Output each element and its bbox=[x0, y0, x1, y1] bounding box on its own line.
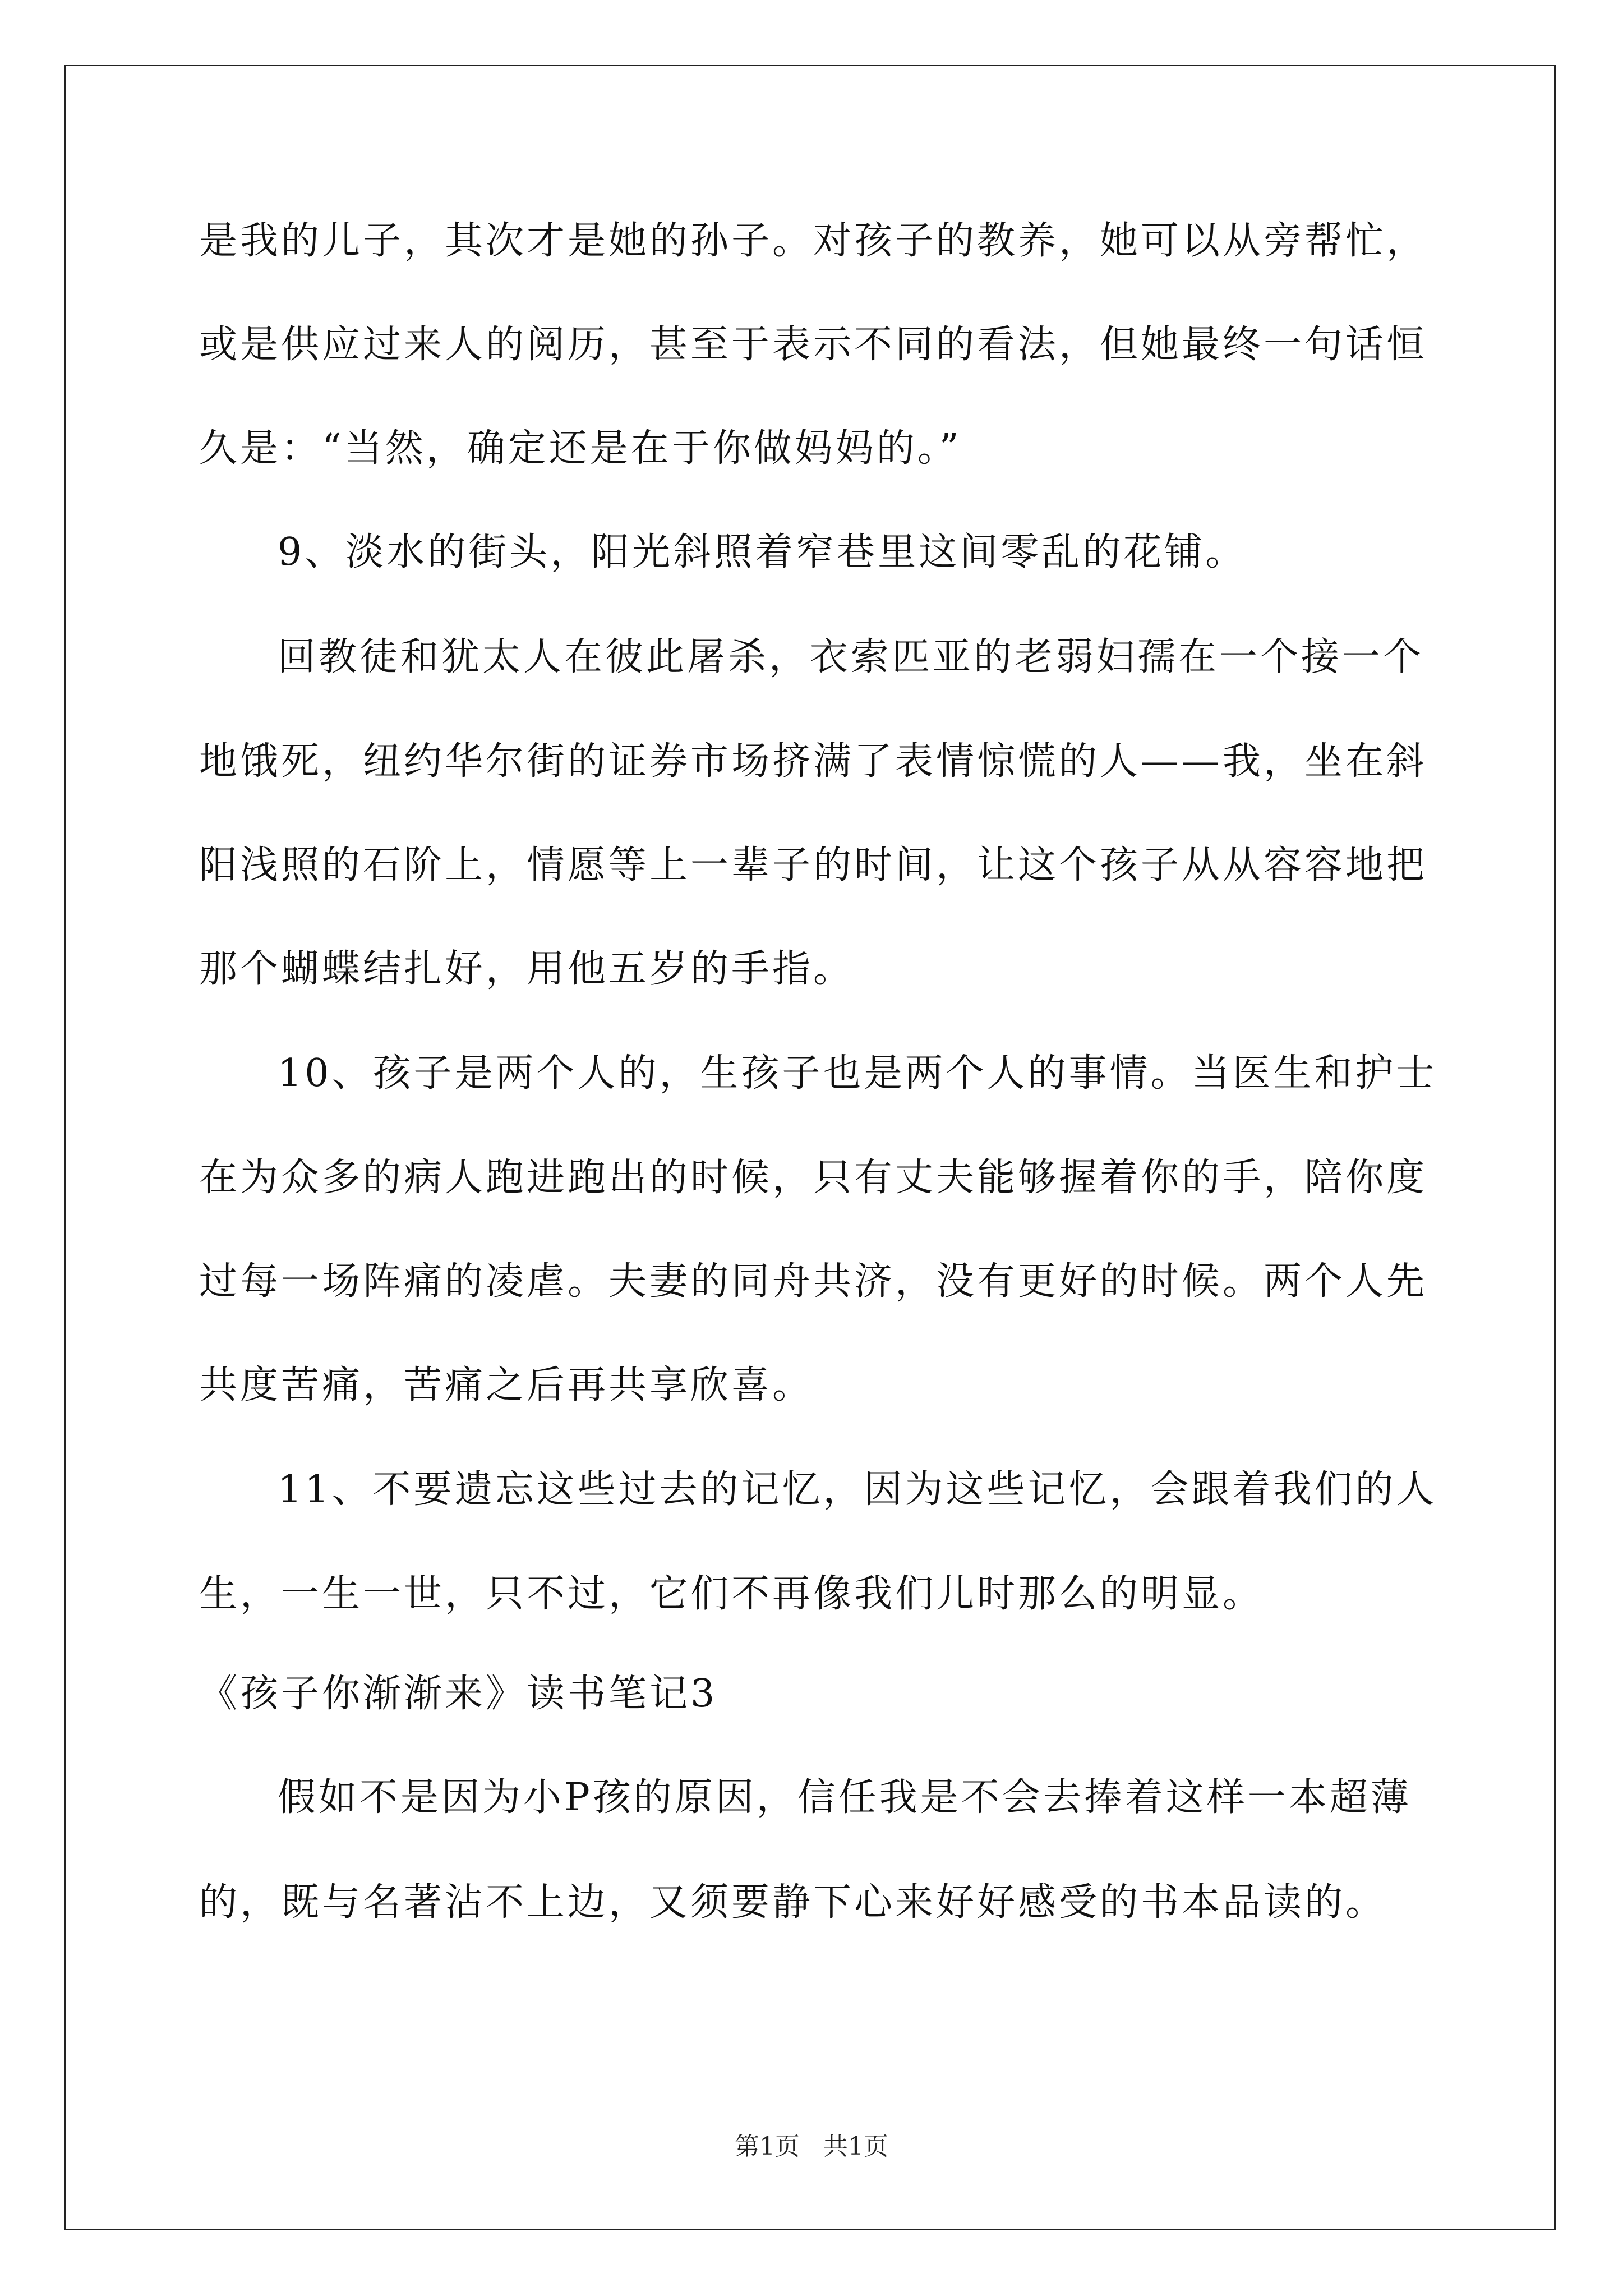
text-line: 过每一场阵痛的凌虐。夫妻的同舟共济，没有更好的时候。两个人先 bbox=[199, 1259, 1428, 1304]
page-footer bbox=[0, 2126, 1623, 2162]
text-line: 的，既与名著沾不上边，又须要静下心来好好感受的书本品读的。 bbox=[199, 1880, 1387, 1925]
paragraph-start: 9、淡水的街头，阳光斜照着窄巷里这间零乱的花铺。 bbox=[278, 530, 1247, 574]
text-line: 那个蝴蝶结扎好，用他五岁的手指。 bbox=[199, 947, 855, 991]
page-total: 共1页 bbox=[823, 2132, 888, 2161]
text-line: 久是：“当然，确定还是在于你做妈妈的。” bbox=[199, 426, 962, 471]
paragraph-start: 假如不是因为小P孩的原因，信任我是不会去捧着这样一本超薄 bbox=[278, 1775, 1412, 1820]
text-line: 地饿死，纽约华尔街的证券市场挤满了表情惊慌的人——我，坐在斜 bbox=[199, 739, 1428, 784]
text-line: 在为众多的病人跑进跑出的时候，只有丈夫能够握着你的手，陪你度 bbox=[199, 1156, 1428, 1200]
text-line: 阳浅照的石阶上，情愿等上一辈子的时间，让这个孩子从从容容地把 bbox=[199, 843, 1428, 887]
paragraph-start: 11、不要遗忘这些过去的记忆，因为这些记忆，会跟着我们的人 bbox=[278, 1467, 1437, 1512]
text-line: 是我的儿子，其次才是她的孙子。对孩子的教养，她可以从旁帮忙， bbox=[199, 219, 1428, 263]
text-line: 或是供应过来人的阅历，甚至于表示不同的看法，但她最终一句话恒 bbox=[199, 323, 1428, 367]
text-line: 生，一生一世，只不过，它们不再像我们儿时那么的明显。 bbox=[199, 1572, 1264, 1616]
text-line: 共度苦痛，苦痛之后再共享欣喜。 bbox=[199, 1363, 814, 1407]
paragraph-start: 回教徒和犹太人在彼此屠杀，衣索匹亚的老弱妇孺在一个接一个 bbox=[278, 635, 1424, 679]
section-heading: 《孩子你渐渐来》读书笔记3 bbox=[199, 1672, 718, 1716]
page-number: 第1页 bbox=[735, 2132, 800, 2161]
paragraph-start: 10、孩子是两个人的，生孩子也是两个人的事情。当医生和护士 bbox=[278, 1051, 1437, 1096]
